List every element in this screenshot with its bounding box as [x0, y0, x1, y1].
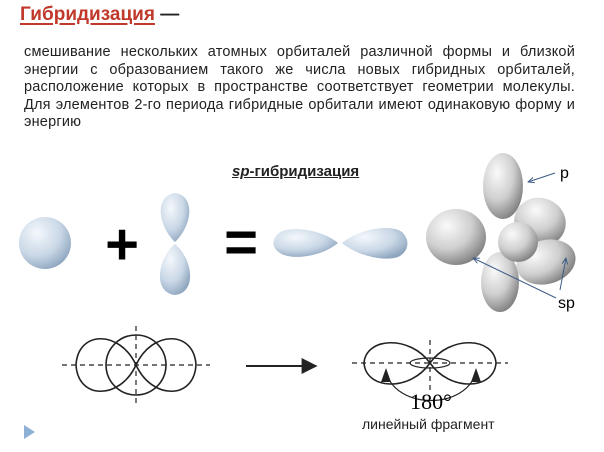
overlap-diagram	[62, 326, 210, 404]
orbital-3d-model	[426, 153, 581, 312]
angle-arrow-right	[471, 368, 481, 382]
title-word: Гибридизация	[20, 4, 155, 25]
caption: линейный фрагмент	[362, 416, 495, 432]
triangle-right-icon[interactable]	[24, 425, 35, 439]
plus-sign: +	[105, 212, 139, 277]
pointer-p	[528, 173, 555, 182]
s-orbital	[19, 217, 71, 269]
label-sp: sp	[558, 295, 575, 312]
title-dash: —	[154, 4, 180, 25]
subtitle-prefix: sp	[232, 163, 250, 180]
subtitle-rest: -гибридизация	[249, 163, 360, 180]
equals-sign: =	[224, 210, 258, 275]
label-p: p	[560, 165, 569, 182]
sp-hybrid-orbitals	[273, 228, 407, 259]
angle-arrow-left	[381, 368, 391, 382]
p-orbital	[160, 193, 190, 295]
angle-label: 180°	[410, 389, 452, 414]
definition-text: смешивание нескольких атомных орбиталей различной формы и близкой энергии с образованием такого же числа новых гибридных орбиталей, расположение которых в пространстве соответствует геометрии молекулы. Для элементов 2-го периода гибридные орбитали имеют одинаковую форму и энергию	[24, 44, 575, 130]
